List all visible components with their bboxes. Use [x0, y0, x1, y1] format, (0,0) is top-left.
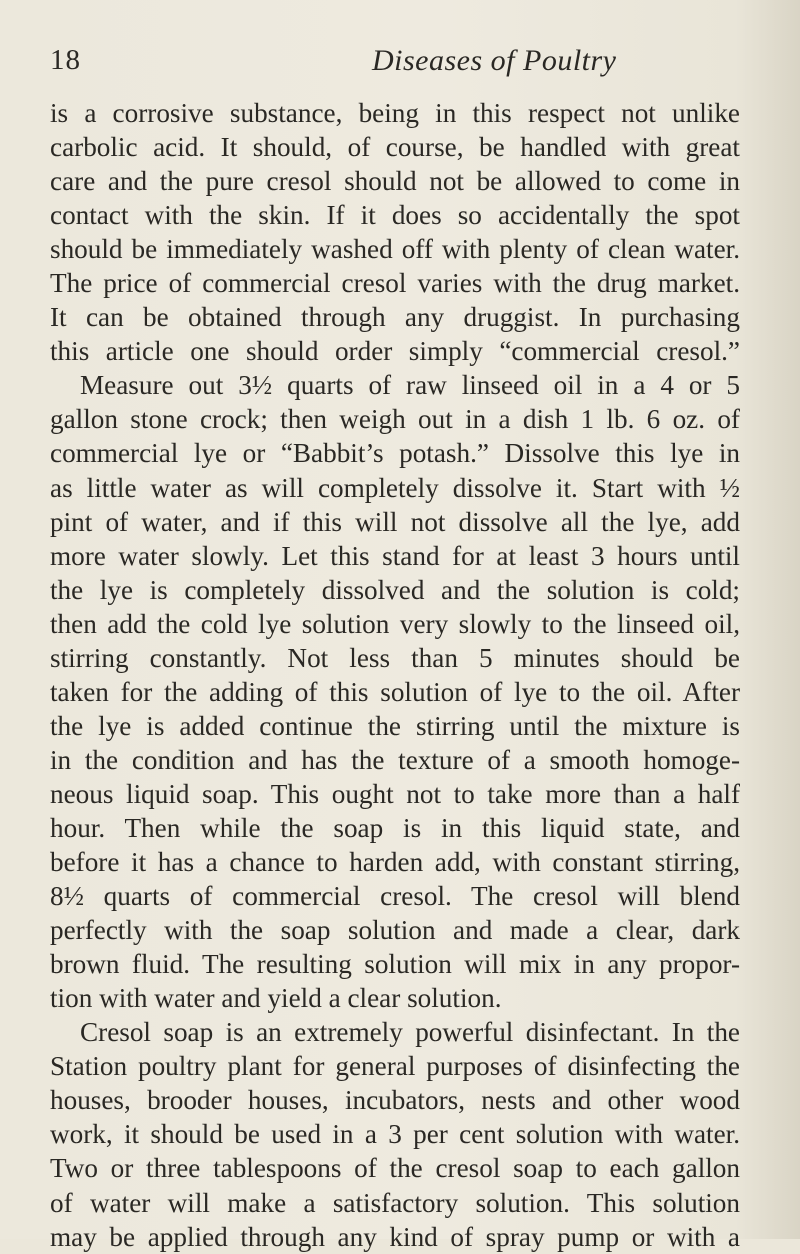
text-line: as little water as will completely dissolve it. Start with ½ [50, 472, 740, 503]
text-line: care and the pure cresol should not be allowed to come in [50, 166, 740, 197]
text-line: stirring constantly. Not less than 5 minutes should be [50, 642, 740, 673]
text-line: The price of commercial cresol varies with the drug market. [50, 268, 740, 299]
text-line: commercial lye or “Babbit’s potash.” Dissolve this lye in [50, 438, 740, 469]
text-line: houses, brooder houses, incubators, nests and other wood [50, 1085, 740, 1116]
paragraph-end-line: tion with water and yield a clear solution. [50, 983, 502, 1014]
text-line: contact with the skin. If it does so accidentally the spot [50, 200, 740, 231]
page-number: 18 [50, 44, 81, 76]
text-line: neous liquid soap. This ought not to take more than a half [50, 778, 740, 809]
text-line: perfectly with the soap solution and made a clear, dark [50, 915, 740, 946]
text-line: the lye is added continue the stirring until the mixture is [50, 710, 740, 741]
text-line: work, it should be used in a 3 per cent solution with water. [50, 1119, 740, 1150]
body-text [50, 96, 740, 1254]
text-line: before it has a chance to harden add, with constant stirring, [50, 847, 740, 878]
text-line: then add the cold lye solution very slowly to the linseed oil, [50, 608, 740, 639]
paragraph-start-line: Cresol soap is an extremely powerful disinfectant. In the [80, 1017, 740, 1048]
text-line: gallon stone crock; then weigh out in a dish 1 lb. 6 oz. of [50, 404, 740, 435]
paragraph-start-line: Measure out 3½ quarts of raw linseed oil in a 4 or 5 [80, 370, 740, 401]
text-line: this article one should order simply “commercial cresol.” [50, 336, 740, 367]
running-title: Diseases of Poultry [372, 44, 617, 77]
text-line: taken for the adding of this solution of lye to the oil. After [50, 676, 740, 707]
text-line: hour. Then while the soap is in this liquid state, and [50, 812, 740, 843]
text-line: may be applied through any kind of spray pump or with a [50, 1221, 740, 1252]
text-line: brown fluid. The resulting solution will mix in any propor- [50, 949, 740, 980]
text-line: It can be obtained through any druggist. In purchasing [50, 302, 740, 333]
text-line: Station poultry plant for general purposes of disinfecting the [50, 1051, 740, 1082]
text-line: 8½ quarts of commercial cresol. The cresol will blend [50, 881, 740, 912]
text-line: Two or three tablespoons of the cresol soap to each gallon [50, 1153, 740, 1184]
text-line: should be immediately washed off with plenty of clean water. [50, 234, 740, 265]
text-line: carbolic acid. It should, of course, be handled with great [50, 132, 740, 163]
text-line: is a corrosive substance, being in this respect not unlike [50, 98, 740, 128]
page-header [50, 44, 740, 84]
text-line: of water will make a satisfactory solution. This solution [50, 1187, 740, 1218]
text-line: the lye is completely dissolved and the solution is cold; [50, 574, 740, 605]
text-line: more water slowly. Let this stand for at least 3 hours until [50, 540, 740, 571]
text-line: in the condition and has the texture of a smooth homoge- [50, 744, 740, 775]
text-line: pint of water, and if this will not dissolve all the lye, add [50, 506, 740, 537]
